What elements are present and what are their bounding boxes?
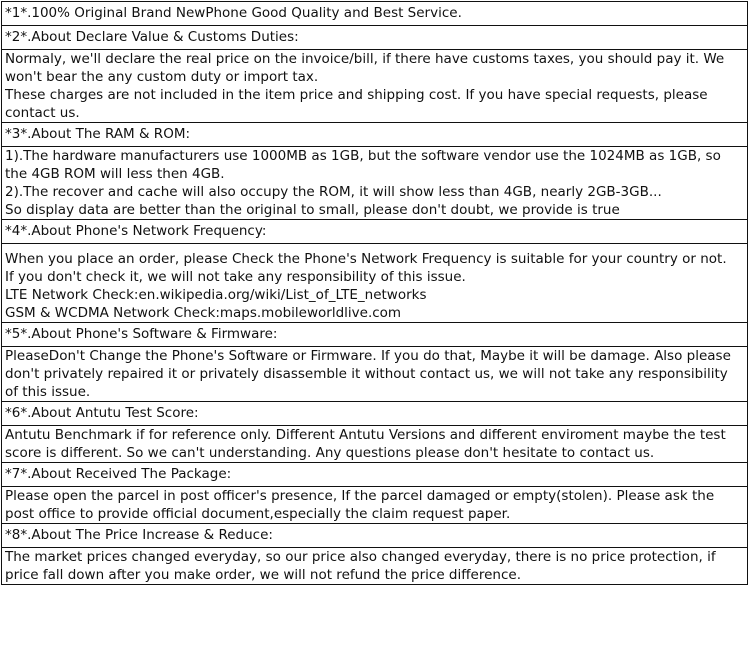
section-2-heading: *2*.About Declare Value & Customs Duties: <box>2 26 748 50</box>
section-4-body <box>2 244 748 323</box>
section-8-body <box>2 548 748 585</box>
section-1-heading: *1*.100% Original Brand NewPhone Good Quality and Best Service. <box>2 2 748 26</box>
section-5-line: PleaseDon't Change the Phone's Software or Firmware. If you do that, Maybe it will be damage. Also please don't privately repaired it or privately disassemble it without contact us, we will not take any responsibility of this issue. <box>5 348 731 400</box>
policy-table <box>1 1 748 585</box>
section-7-body <box>2 487 748 524</box>
section-4-line: LTE Network Check:en.wikipedia.org/wiki/List_of_LTE_networks <box>5 287 427 303</box>
section-2-body <box>2 50 748 123</box>
section-8-heading: *8*.About The Price Increase & Reduce: <box>2 524 748 548</box>
section-4-line: When you place an order, please Check the Phone's Network Frequency is suitable for your country or not. <box>5 251 727 267</box>
section-4-line: If you don't check it, we will not take any responsibility of this issue. <box>5 269 466 285</box>
section-5-body <box>2 347 748 402</box>
section-5-heading: *5*.About Phone's Software & Firmware: <box>2 323 748 347</box>
section-7-line: Please open the parcel in post officer's presence, If the parcel damaged or empty(stolen). Please ask the post office to provide official document,especially the claim request paper. <box>5 488 715 522</box>
section-2-line: Normaly, we'll declare the real price on the invoice/bill, if there have customs taxes, you should pay it. We won't bear the any custom duty or import tax. <box>5 51 725 85</box>
section-3-line: 1).The hardware manufacturers use 1000MB as 1GB, but the software vendor use the 1024MB as 1GB, so the 4GB ROM will less then 4GB. <box>5 148 721 182</box>
section-3-heading: *3*.About The RAM & ROM: <box>2 123 748 147</box>
section-8-line: The market prices changed everyday, so our price also changed everyday, there is no price protection, if price fall down after you make order, we will not refund the price difference. <box>5 549 716 583</box>
section-4-line: GSM & WCDMA Network Check:maps.mobileworldlive.com <box>5 305 402 321</box>
section-6-line: Antutu Benchmark if for reference only. Different Antutu Versions and different enviroment maybe the test score is different. So we can't understanding. Any questions please don't hesitate to contact us. <box>5 427 726 461</box>
section-3-line: 2).The recover and cache will also occupy the ROM, it will show less than 4GB, nearly 2GB-3GB... <box>5 184 662 200</box>
section-6-heading: *6*.About Antutu Test Score: <box>2 402 748 426</box>
section-3-body <box>2 147 748 220</box>
section-2-line: These charges are not included in the item price and shipping cost. If you have special requests, please contact us. <box>5 87 708 121</box>
section-4-heading: *4*.About Phone's Network Frequency: <box>2 220 748 244</box>
section-3-line: So display data are better than the original to small, please don't doubt, we provide is true <box>5 202 620 218</box>
section-6-body <box>2 426 748 463</box>
section-7-heading: *7*.About Received The Package: <box>2 463 748 487</box>
